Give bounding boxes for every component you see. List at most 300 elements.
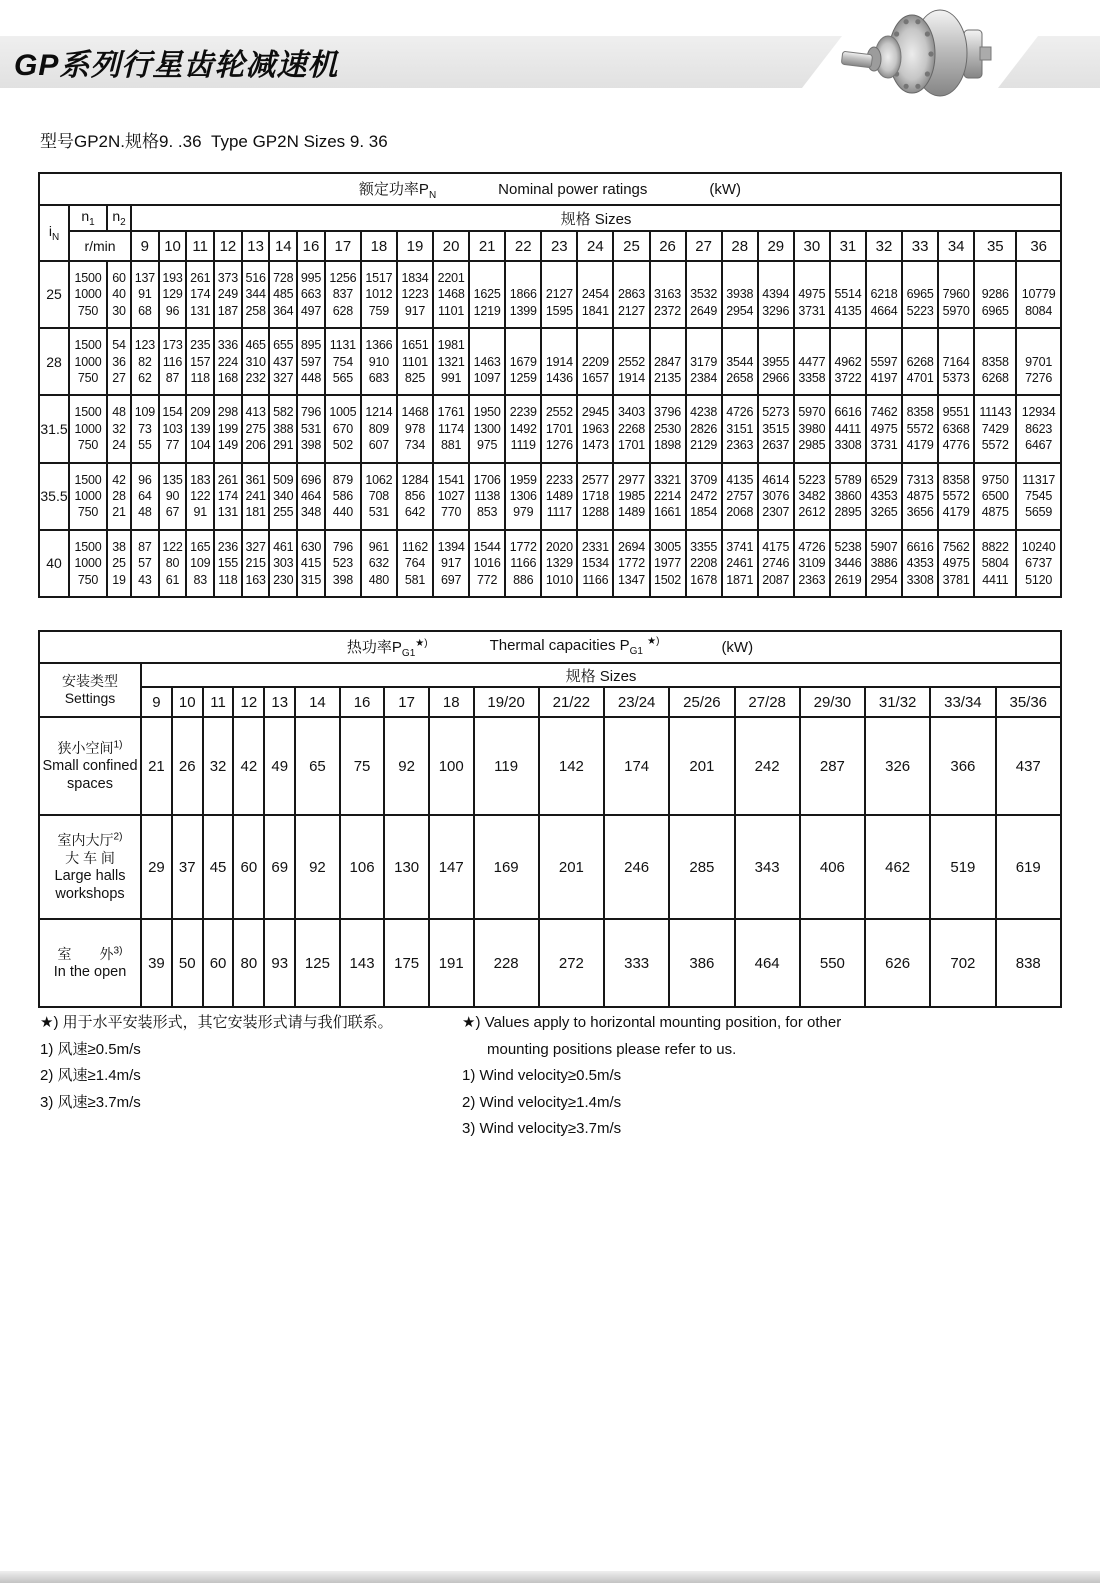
power-cell	[505, 328, 541, 395]
thermal-cell: 175	[384, 919, 429, 1007]
cell-line: 3321	[654, 472, 682, 487]
cell-line: 464	[300, 489, 322, 504]
cell-line	[975, 270, 1015, 286]
cell-line: 978	[404, 421, 426, 436]
power-cell	[794, 395, 830, 462]
cell-line: 6616	[834, 405, 862, 420]
cell-line: 531	[368, 505, 390, 520]
footnote-zh-line: 1) 风速≥0.5m/s	[40, 1040, 141, 1058]
size-col-header: 35/36	[996, 687, 1061, 717]
footnotes-en	[462, 1010, 841, 1143]
cell-line: 2757	[726, 489, 754, 504]
cell-line: 1914	[545, 354, 573, 369]
size-col-header: 14	[295, 687, 340, 717]
size-col-header: 27/28	[735, 687, 800, 717]
cell-line: 5572	[906, 421, 934, 436]
power-cell	[577, 261, 613, 328]
size-col-header: 13	[264, 687, 295, 717]
ratio-block-row	[39, 328, 1061, 395]
cell-line: 291	[273, 438, 294, 453]
cell-line: 1841	[581, 303, 609, 318]
cell-line: 2863	[617, 287, 645, 302]
cell-line: 6500	[981, 489, 1009, 504]
cell-line: 4179	[942, 505, 970, 520]
power-cell	[214, 530, 242, 597]
cell-line: 856	[404, 489, 426, 504]
cell-line: 1000	[74, 556, 102, 571]
cell-line: 4394	[762, 287, 790, 302]
power-cell	[159, 261, 187, 328]
cell-line: 122	[162, 539, 183, 554]
model-subtitle: 型号GP2N.规格9. .36 Type GP2N Sizes 9. 36	[40, 132, 388, 151]
power-cell	[758, 395, 794, 462]
power-cell	[541, 463, 577, 530]
cell-line: 19	[112, 572, 126, 587]
size-col-header: 30	[794, 231, 830, 261]
cell-line: 2239	[509, 405, 537, 420]
cell-line: 1000	[74, 421, 102, 436]
setting-label-en: Small confined spaces	[42, 758, 138, 792]
power-cell	[186, 463, 214, 530]
footnote-marker: 1)	[113, 739, 123, 751]
cell-line: 7276	[1025, 371, 1053, 386]
cell-line: 809	[368, 421, 390, 436]
power-cell	[650, 328, 686, 395]
cell-line	[975, 337, 1015, 353]
n1-speeds	[69, 261, 107, 328]
cell-line: 1772	[617, 556, 645, 571]
cell-line: 728	[273, 271, 294, 285]
cell-line: 3179	[690, 354, 718, 369]
cell-line: 523	[332, 556, 353, 571]
cell-line: 1062	[365, 472, 393, 487]
cell-line: 5120	[1025, 572, 1053, 587]
cell-line: 6616	[906, 539, 934, 554]
size-col-header: 28	[722, 231, 758, 261]
cell-line: 174	[217, 489, 239, 504]
thermal-cell: 45	[203, 815, 234, 919]
cell-line: 12934	[1021, 405, 1056, 420]
cell-line	[506, 270, 540, 286]
power-cell	[433, 261, 469, 328]
cell-line: 750	[77, 572, 99, 587]
t1-n2-header: $n_2$	[107, 205, 131, 231]
power-cell	[902, 395, 938, 462]
power-cell	[361, 463, 397, 530]
cell-line: 3709	[690, 472, 718, 487]
thermal-cell: 80	[233, 919, 264, 1007]
power-cell	[297, 261, 325, 328]
cell-line: 750	[77, 505, 99, 520]
thermal-cell: 462	[865, 815, 930, 919]
thermal-cell: 519	[930, 815, 995, 919]
cell-line: 5273	[762, 405, 790, 420]
cell-line: 21	[112, 505, 126, 520]
power-cell	[541, 395, 577, 462]
cell-line	[578, 270, 612, 286]
power-cell	[830, 395, 866, 462]
cell-line: 1977	[654, 556, 682, 571]
power-cell	[269, 530, 297, 597]
cell-line: 3796	[654, 405, 682, 420]
cell-line	[614, 337, 648, 353]
cell-line	[759, 337, 793, 353]
power-cell	[938, 261, 974, 328]
power-cell	[938, 530, 974, 597]
cell-line: 303	[273, 556, 294, 571]
thermal-cell: 147	[429, 815, 474, 919]
cell-line: 917	[404, 303, 426, 318]
power-cell	[613, 395, 649, 462]
cell-line: 3265	[870, 505, 898, 520]
size-col-header: 24	[577, 231, 613, 261]
cell-line: 4353	[906, 556, 934, 571]
cell-line: 1097	[473, 371, 501, 386]
footnote-zh-line: 3) 风速≥3.7m/s	[40, 1093, 141, 1111]
cell-line: 4776	[942, 438, 970, 453]
cell-line: 3938	[726, 287, 754, 302]
cell-line: 1834	[401, 271, 429, 285]
power-cell	[186, 530, 214, 597]
cell-line: 1166	[510, 556, 537, 571]
thermal-cell: 191	[429, 919, 474, 1007]
cell-line: 3296	[762, 303, 790, 318]
size-col-header: 32	[866, 231, 902, 261]
cell-line: 96	[138, 472, 152, 487]
size-col-header: 23/24	[604, 687, 669, 717]
t1-title-cell	[39, 173, 1061, 205]
cell-line: 708	[368, 489, 390, 504]
cell-line: 4353	[870, 489, 898, 504]
thermal-cell: 838	[996, 919, 1061, 1007]
power-cell	[902, 463, 938, 530]
cell-line: 910	[368, 354, 390, 369]
size-col-header: 34	[938, 231, 974, 261]
n1-speeds	[69, 463, 107, 530]
cell-line: 509	[273, 472, 294, 487]
power-cell	[650, 395, 686, 462]
power-cell	[131, 328, 159, 395]
footnotes-zh	[40, 1010, 393, 1116]
cell-line: 516	[245, 271, 266, 285]
cell-line: 1517	[365, 271, 393, 285]
cell-line: 2384	[690, 371, 718, 386]
setting-label	[39, 919, 141, 1007]
power-cell	[686, 261, 722, 328]
cell-line: 4962	[834, 354, 862, 369]
power-cell	[758, 261, 794, 328]
cell-line: 1473	[581, 438, 609, 453]
power-cell	[159, 328, 187, 395]
size-col-header: 14	[269, 231, 297, 261]
cell-line: 80	[165, 556, 180, 571]
ratio-block-row	[39, 261, 1061, 328]
cell-line	[903, 337, 937, 353]
cell-line: 4701	[906, 371, 934, 386]
power-cell	[541, 261, 577, 328]
t2-header-row2	[39, 687, 1061, 717]
cell-line: 3544	[726, 354, 754, 369]
n2-speeds	[107, 261, 131, 328]
power-cell	[830, 328, 866, 395]
cell-line: 122	[190, 489, 211, 504]
cell-line: 87	[165, 371, 180, 386]
cell-line: 5789	[834, 472, 862, 487]
cell-line: 961	[368, 539, 390, 554]
cell-line: 261	[190, 271, 211, 285]
power-cell	[469, 530, 505, 597]
footnote-en-line: ★) Values apply to horizontal mounting position, for other	[462, 1014, 842, 1031]
thermal-cell: 386	[669, 919, 734, 1007]
cell-line: 1706	[473, 472, 501, 487]
cell-line: 388	[273, 421, 294, 436]
power-cell	[722, 530, 758, 597]
cell-line: 1166	[582, 572, 609, 587]
power-cell	[866, 261, 902, 328]
cell-line: 1914	[617, 371, 645, 386]
footnote-zh-line: 2) 风速≥1.4m/s	[40, 1067, 141, 1084]
power-cell	[650, 530, 686, 597]
cell-line: 2977	[617, 472, 645, 487]
setting-label-zh: 室内大厅$^{2)}$	[57, 831, 123, 848]
cell-line: 4975	[942, 556, 970, 571]
power-cell	[469, 261, 505, 328]
cell-line: 232	[245, 371, 266, 386]
bottom-band	[0, 1571, 1100, 1583]
cell-line: 663	[300, 287, 322, 302]
setting-label-zh: 大 车 间	[65, 850, 115, 866]
cell-line: 24	[112, 438, 126, 453]
cell-line: 327	[245, 539, 266, 554]
cell-line: 261	[217, 472, 239, 487]
cell-line: 193	[162, 271, 183, 285]
cell-line: 3109	[798, 556, 826, 571]
power-cell	[505, 463, 541, 530]
cell-line: 6218	[870, 287, 898, 302]
thermal-cell: 106	[340, 815, 385, 919]
cell-line: 6268	[981, 371, 1009, 386]
power-cell	[613, 328, 649, 395]
cell-line: 734	[404, 438, 426, 453]
power-cell	[902, 328, 938, 395]
cell-line: 1772	[509, 539, 537, 554]
power-cell	[1016, 463, 1061, 530]
power-cell	[794, 463, 830, 530]
cell-line: 3886	[870, 556, 898, 571]
cell-line: 2552	[545, 405, 573, 420]
power-cell	[297, 463, 325, 530]
cell-line: 174	[190, 287, 211, 302]
size-col-header: 19/20	[474, 687, 539, 717]
setting-label-zh: 狭小空间$^{1)}$	[57, 739, 123, 756]
cell-line	[687, 337, 721, 353]
thermal-cell: 201	[669, 717, 734, 815]
cell-line: 632	[368, 556, 390, 571]
t1-title-unit: (kW)	[709, 180, 742, 198]
cell-line: 1463	[473, 354, 501, 369]
thermal-cell: 201	[539, 815, 604, 919]
cell-line: 5373	[942, 371, 970, 386]
power-cell	[686, 395, 722, 462]
cell-line: 759	[368, 303, 390, 318]
cell-line: 796	[332, 539, 353, 554]
cell-line: 4726	[726, 405, 754, 420]
thermal-cell: 130	[384, 815, 429, 919]
thermal-cell: 343	[735, 815, 800, 919]
power-cell	[269, 328, 297, 395]
cell-line: 8358	[981, 354, 1009, 369]
size-col-header: 21	[469, 231, 505, 261]
cell-line: 2985	[798, 438, 826, 453]
power-cell	[758, 463, 794, 530]
cell-line: 565	[332, 371, 353, 386]
cell-line: 5238	[834, 539, 862, 554]
power-cell	[866, 395, 902, 462]
cell-line: 7164	[942, 354, 970, 369]
t1-rmin-header: r/min	[69, 231, 131, 261]
thermal-cell: 125	[295, 919, 340, 1007]
setting-row	[39, 815, 1061, 919]
cell-line: 11143	[979, 405, 1012, 420]
power-cell	[214, 328, 242, 395]
cell-line: 581	[404, 572, 426, 587]
thermal-cell: 702	[930, 919, 995, 1007]
n1-speeds	[69, 395, 107, 462]
cell-line: 1468	[401, 405, 429, 420]
cell-line: 628	[332, 303, 353, 318]
cell-line: 55	[138, 438, 152, 453]
cell-line: 7429	[981, 421, 1009, 436]
size-col-header: 17	[384, 687, 429, 717]
cell-line: 607	[368, 438, 390, 453]
cell-line: 4875	[981, 505, 1009, 520]
power-cell	[974, 261, 1016, 328]
cell-line: 2127	[545, 287, 573, 302]
power-cell	[1016, 530, 1061, 597]
power-cell	[1016, 395, 1061, 462]
cell-line	[867, 337, 901, 353]
cell-line: 5223	[798, 472, 826, 487]
cell-line: 1534	[581, 556, 609, 571]
cell-line: 1012	[365, 287, 393, 302]
cell-line: 103	[162, 421, 183, 436]
cell-line: 42	[112, 472, 126, 487]
cell-line: 398	[332, 572, 353, 587]
cell-line: 3515	[762, 421, 790, 436]
setting-label-en: Large halls workshops	[54, 868, 126, 902]
cell-line: 340	[273, 489, 294, 504]
power-cell	[397, 328, 433, 395]
cell-line: 655	[273, 338, 294, 353]
cell-line: 917	[440, 556, 462, 571]
cell-line: 215	[245, 556, 266, 571]
cell-line: 837	[332, 287, 353, 302]
cell-line: 4179	[906, 438, 934, 453]
size-col-header: 9	[141, 687, 172, 717]
cell-line: 1119	[510, 438, 536, 453]
size-col-header: 25	[613, 231, 649, 261]
cell-line: 4875	[906, 489, 934, 504]
t1-title-zh: 额定功率$P_N$	[358, 180, 437, 201]
power-cell	[938, 395, 974, 462]
n2-speeds	[107, 328, 131, 395]
cell-line: 3163	[654, 287, 682, 302]
cell-line: 183	[190, 472, 211, 487]
cell-line: 3355	[690, 539, 718, 554]
cell-line: 83	[193, 572, 207, 587]
cell-line: 48	[138, 505, 152, 520]
cell-line: 1500	[74, 271, 102, 285]
cell-line: 3532	[690, 287, 718, 302]
power-cell	[541, 328, 577, 395]
cell-line: 96	[165, 303, 180, 318]
cell-line: 879	[332, 472, 353, 487]
cell-line: 670	[332, 421, 353, 436]
cell-line: 448	[300, 371, 322, 386]
cell-line: 1436	[545, 371, 573, 386]
power-cell	[433, 463, 469, 530]
cell-line: 437	[273, 354, 294, 369]
cell-line: 131	[190, 303, 211, 318]
cell-line: 54	[112, 338, 126, 353]
cell-line: 1500	[74, 405, 102, 420]
cell-line: 770	[440, 505, 462, 520]
cell-line	[470, 337, 504, 353]
cell-line: 1101	[438, 303, 465, 318]
cell-line: 895	[300, 338, 322, 353]
cell-line: 168	[217, 371, 239, 386]
size-col-header: 12	[214, 231, 242, 261]
thermal-cell: 464	[735, 919, 800, 1007]
cell-line: 91	[193, 505, 207, 520]
cell-line: 3781	[942, 572, 970, 587]
cell-line: 123	[134, 338, 155, 353]
cell-line: 2214	[654, 489, 682, 504]
power-cell	[131, 463, 159, 530]
cell-line: 1219	[473, 303, 501, 318]
power-cell	[361, 261, 397, 328]
n2-speeds	[107, 395, 131, 462]
power-cell	[186, 395, 214, 462]
cell-line: 206	[245, 438, 266, 453]
cell-line: 480	[368, 572, 390, 587]
cell-line: 2637	[762, 438, 790, 453]
cell-line	[651, 270, 685, 286]
cell-line: 64	[138, 489, 152, 504]
thermal-cell: 333	[604, 919, 669, 1007]
ratio-value: 31.5	[39, 395, 69, 462]
size-col-header: 17	[325, 231, 361, 261]
thermal-cell: 37	[172, 815, 203, 919]
cell-line: 1701	[617, 438, 645, 453]
cell-line: 137	[134, 271, 155, 285]
thermal-cell: 437	[996, 717, 1061, 815]
size-col-header: 9	[131, 231, 159, 261]
cell-line: 2552	[617, 354, 645, 369]
power-cell	[577, 395, 613, 462]
cell-line: 2233	[545, 472, 573, 487]
cell-line: 4135	[726, 472, 754, 487]
cell-line: 4664	[870, 303, 898, 318]
power-cell	[686, 530, 722, 597]
cell-line: 4975	[870, 421, 898, 436]
cell-line: 118	[190, 371, 210, 386]
cell-line: 298	[217, 405, 239, 420]
cell-line: 1174	[438, 421, 465, 436]
cell-line: 5597	[870, 354, 898, 369]
cell-line: 3731	[870, 438, 898, 453]
cell-line: 9701	[1025, 354, 1053, 369]
